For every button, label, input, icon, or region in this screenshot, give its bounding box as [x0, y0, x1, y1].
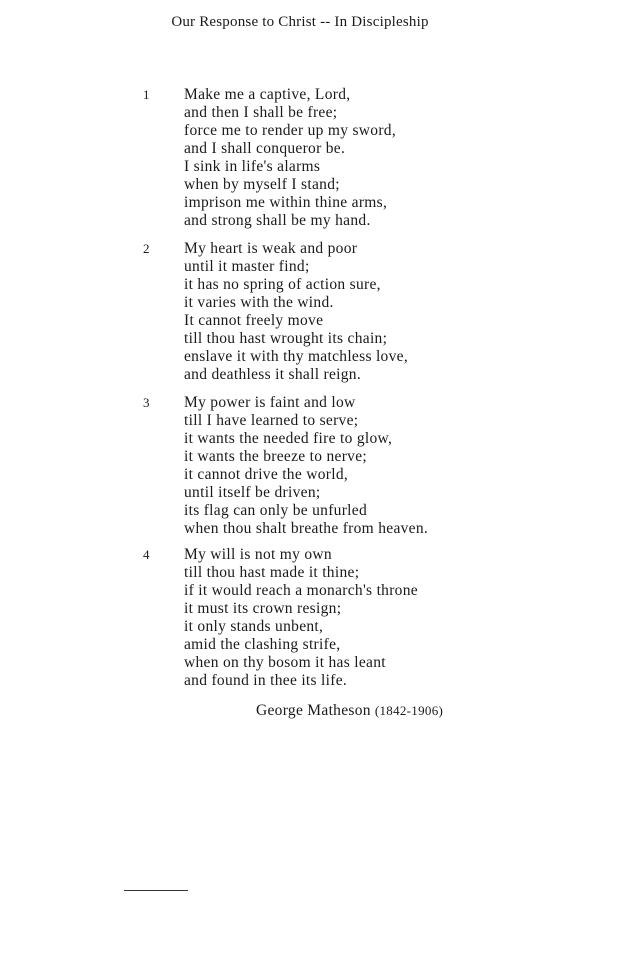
verse-line: till thou hast wrought its chain;: [184, 330, 388, 347]
footer-rule: [124, 890, 188, 891]
verse-line: and I shall conqueror be.: [184, 140, 346, 157]
verse-line: it must its crown resign;: [184, 600, 342, 617]
verse-line: it wants the breeze to nerve;: [184, 448, 367, 465]
verse-line: until it master find;: [184, 258, 310, 275]
verse-line: and deathless it shall reign.: [184, 366, 362, 383]
verse-line: when by myself I stand;: [184, 176, 340, 193]
verse-line: till thou hast made it thine;: [184, 564, 360, 581]
verse-line: I sink in life's alarms: [184, 158, 321, 175]
verse-line: till I have learned to serve;: [184, 412, 359, 429]
verse-line: and found in thee its life.: [184, 672, 348, 689]
verse-line: it wants the needed fire to glow,: [184, 430, 393, 447]
verse-line: it varies with the wind.: [184, 294, 334, 311]
verse-line: amid the clashing strife,: [184, 636, 341, 653]
author-name: George Matheson: [256, 702, 371, 719]
verse-line: It cannot freely move: [184, 312, 324, 329]
stanza-lines: [184, 546, 418, 690]
stanza-number: 3: [143, 395, 150, 410]
verse-line: if it would reach a monarch's throne: [184, 582, 418, 599]
verse-line: it has no spring of action sure,: [184, 276, 381, 293]
verse-line: imprison me within thine arms,: [184, 194, 388, 211]
verse-line: and then I shall be free;: [184, 104, 338, 121]
stanza-lines: [184, 86, 396, 230]
stanza-number: 1: [143, 87, 150, 102]
verse-line: My power is faint and low: [184, 394, 356, 411]
verse-line: force me to render up my sword,: [184, 122, 397, 139]
verse-line: Make me a captive, Lord,: [184, 86, 351, 103]
verse-line: it only stands unbent,: [184, 618, 324, 635]
verse-line: when thou shalt breathe from heaven.: [184, 520, 429, 537]
verse-line: its flag can only be unfurled: [184, 502, 368, 519]
verse-line: My heart is weak and poor: [184, 240, 358, 257]
verse-line: My will is not my own: [184, 546, 332, 563]
verse-line: until itself be driven;: [184, 484, 321, 501]
stanza-number: 2: [143, 241, 150, 256]
verse-line: when on thy bosom it has leant: [184, 654, 386, 671]
stanza-lines: [184, 394, 428, 538]
page-running-title: Our Response to Christ -- In Discipleship: [171, 14, 429, 30]
stanza-lines: [184, 240, 408, 384]
verse-line: enslave it with thy matchless love,: [184, 348, 409, 365]
verse-line: and strong shall be my hand.: [184, 212, 371, 229]
verse-line: it cannot drive the world,: [184, 466, 349, 483]
author-attribution: [256, 702, 443, 720]
stanza-number: 4: [143, 547, 150, 562]
author-dates: (1842-1906): [374, 703, 444, 718]
